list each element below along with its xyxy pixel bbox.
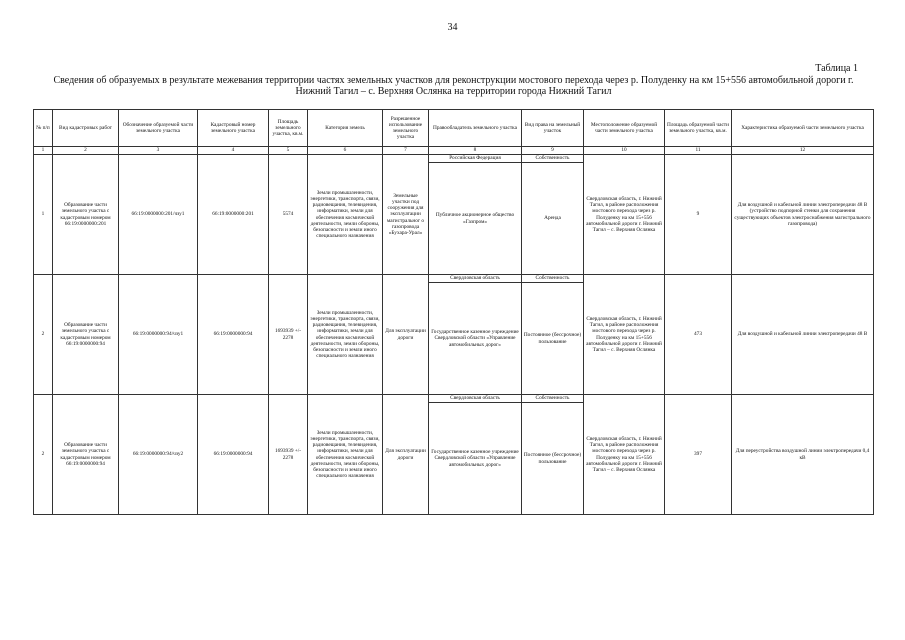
col-number: 5 — [269, 147, 308, 155]
cadastral-work-type: Образование части земельного участка с кадастровым номером 66:19:0000000:201 — [53, 155, 119, 275]
col-number: 7 — [383, 147, 429, 155]
cadastral-work-type: Образование части земельного участка с кадастровым номером 66:19:0000000:94 — [53, 395, 119, 515]
row-number: 2 — [34, 395, 53, 515]
cadastral-work-type: Образование части земельного участка с кадастровым номером 66:19:0000000:94 — [53, 275, 119, 395]
permitted-use: Для эксплуатации дороги — [383, 275, 429, 395]
right-top: Собственность — [522, 155, 584, 163]
part-characteristic: Для воздушной и кабельной линии электропередачи 48 В (устройство подпорной стенки для сохранения существующих объектов электроснабжения магистрального газопровода) — [732, 155, 874, 275]
part-designation: 66:19:0000000:94/чзу2 — [119, 395, 198, 515]
row-number: 1 — [34, 155, 53, 275]
right-type: Постоянное (бессрочное) пользование — [522, 283, 584, 395]
location: Свердловская область, г. Нижний Тагил, в районе расположения мостового перехода через р. Полуденку на км 15+556 автомобильной дороги г. Нижний Тагил – с. Верхняя Ослянка — [584, 395, 665, 515]
col-header: Правообладатель земельного участка — [429, 110, 522, 147]
location: Свердловская область, г. Нижний Тагил, в районе расположения мостового перехода через р. Полуденку на км 15+556 автомобильной дороги г. Нижний Тагил – с. Верхняя Ослянка — [584, 155, 665, 275]
owner-top: Свердловская область — [429, 395, 522, 403]
col-header: Вид права на земельный участок — [522, 110, 584, 147]
cadastral-number: 66:19:0000000:201 — [198, 155, 269, 275]
col-header: Характеристика образуемой части земельного участка — [732, 110, 874, 147]
row-number: 2 — [34, 275, 53, 395]
col-header: Местоположение образуемой части земельного участка — [584, 110, 665, 147]
part-area: 473 — [665, 275, 732, 395]
land-category: Земли промышленности, энергетики, транспорта, связи, радиовещания, телевидения, информатики, земли для обеспечения космической деятельности, земли обороны, безопасности и земли иного специального назначения — [308, 395, 383, 515]
owner-top: Свердловская область — [429, 275, 522, 283]
cadastral-number: 66:19:0000000:94 — [198, 395, 269, 515]
column-number-row — [34, 147, 874, 155]
col-header: Кадастровый номер земельного участка — [198, 110, 269, 147]
table-caption: Сведения об образуемых в результате межевания территории частях земельных участков для реконструкции мостового перехода через р. Полуденку на км 15+556 автомобильной дороги г. Нижний Тагил – с. Верхняя Ослянка на территории города Нижний Тагил — [53, 75, 854, 97]
col-header: Площадь земельного участка, кв.м. — [269, 110, 308, 147]
table-row — [34, 395, 874, 403]
col-header: Разрешенное использование земельного участка — [383, 110, 429, 147]
col-number: 6 — [308, 147, 383, 155]
plot-area: 1693939 +/- 2278 — [269, 275, 308, 395]
col-header: № п/п — [34, 110, 53, 147]
part-designation: 66:19:0000000:201/чзу1 — [119, 155, 198, 275]
plot-area: 1693939 +/- 2278 — [269, 395, 308, 515]
col-number: 3 — [119, 147, 198, 155]
part-area: 9 — [665, 155, 732, 275]
table-label: Таблица 1 — [815, 63, 858, 74]
land-category: Земли промышленности, энергетики, транспорта, связи, радиовещания, телевидения, информатики, земли для обеспечения космической деятельности, земли обороны, безопасности и земли иного специального назначения — [308, 275, 383, 395]
col-number: 1 — [34, 147, 53, 155]
page-number: 34 — [447, 22, 458, 33]
land-category: Земли промышленности, энергетики, транспорта, связи, радиовещания, телевидения, информатики, земли для обеспечения космической деятельности, земли обороны, безопасности и земли иного специального назначения — [308, 155, 383, 275]
col-number: 8 — [429, 147, 522, 155]
table-row — [34, 155, 874, 163]
right-top: Собственность — [522, 395, 584, 403]
part-designation: 66:19:0000000:94/чзу1 — [119, 275, 198, 395]
col-number: 4 — [198, 147, 269, 155]
col-number: 10 — [584, 147, 665, 155]
part-characteristic: Для воздушной и кабельной линии электропередачи 48 В — [732, 275, 874, 395]
col-header: Обозначение образуемой части земельного участка — [119, 110, 198, 147]
part-characteristic: Для переустройства воздушной линии электропередачи 0,4 кВ — [732, 395, 874, 515]
rights-holder: Государственное казенное учреждение Свердловской области «Управление автомобильных дорог» — [429, 283, 522, 395]
rights-holder: Публичное акционерное общество «Газпром» — [429, 163, 522, 275]
land-parts-table — [33, 109, 874, 515]
col-number: 9 — [522, 147, 584, 155]
col-number: 2 — [53, 147, 119, 155]
col-number: 12 — [732, 147, 874, 155]
col-number: 11 — [665, 147, 732, 155]
right-type: Постоянное (бессрочное) пользование — [522, 403, 584, 515]
plot-area: 5574 — [269, 155, 308, 275]
right-type: Аренда — [522, 163, 584, 275]
table-row — [34, 275, 874, 283]
location: Свердловская область, г. Нижний Тагил, в районе расположения мостового перехода через р. Полуденку на км 15+556 автомобильной дороги г. Нижний Тагил – с. Верхняя Ослянка — [584, 275, 665, 395]
cadastral-number: 66:19:0000000:94 — [198, 275, 269, 395]
col-header: Площадь образуемой части земельного участка, кв.м. — [665, 110, 732, 147]
permitted-use: Земельные участки под сооружения для эксплуатации магистральног о газопровода «Бухара-Урал» — [383, 155, 429, 275]
col-header: Вид кадастровых работ — [53, 110, 119, 147]
permitted-use: Для эксплуатации дороги — [383, 395, 429, 515]
header-row — [34, 110, 874, 147]
part-area: 397 — [665, 395, 732, 515]
rights-holder: Государственное казенное учреждение Свердловской области «Управление автомобильных дорог» — [429, 403, 522, 515]
right-top: Собственность — [522, 275, 584, 283]
owner-top: Российская Федерация — [429, 155, 522, 163]
col-header: Категория земель — [308, 110, 383, 147]
